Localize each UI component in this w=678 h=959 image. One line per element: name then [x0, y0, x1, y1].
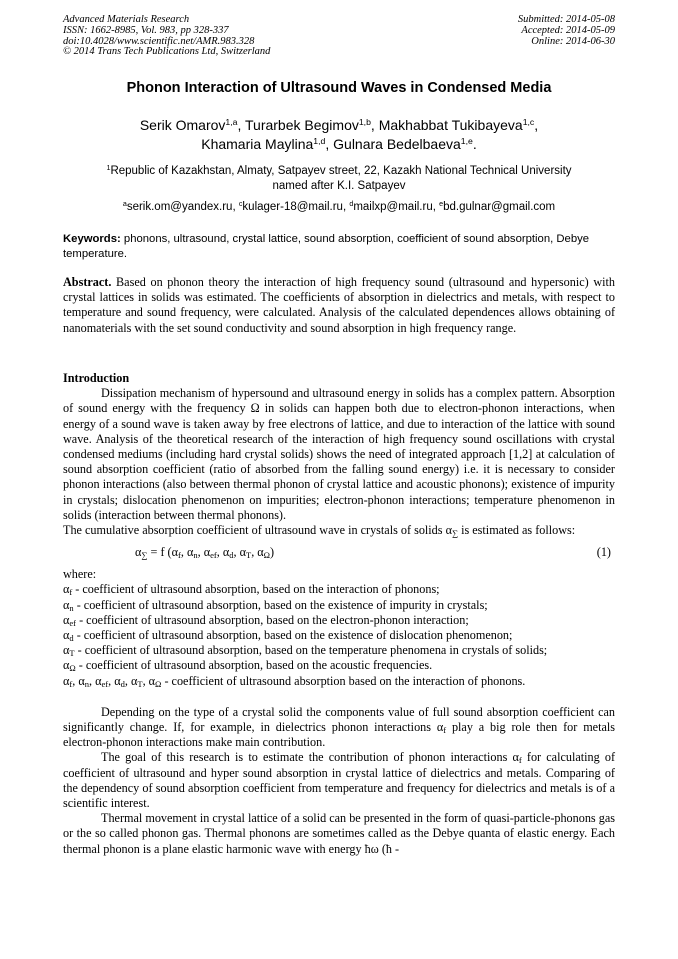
affiliation-line1: Republic of Kazakhstan, Almaty, Satpayev street, 22, Kazakh National Technical University — [110, 165, 572, 177]
definition-item: $\alpha_T$ - coefficient of ultrasound absorption, based on the temperature phenomena in crystals of solids; — [63, 643, 548, 659]
author-name: Khamaria Maylina — [201, 136, 314, 152]
author-sup: 1,a — [225, 117, 238, 128]
journal-name: Advanced Materials Research — [63, 14, 190, 25]
email-address[interactable]: bd.gulnar@gmail.com — [443, 201, 556, 213]
email-address[interactable]: serik.om@yandex.ru — [126, 201, 233, 213]
journal-copyright: © 2014 Trans Tech Publications Ltd, Switzerland — [63, 46, 271, 58]
email-sup: a — [122, 200, 127, 209]
email-sup: c — [238, 200, 243, 209]
email-address[interactable]: mailxp@mail.ru — [353, 201, 433, 213]
journal-header — [63, 15, 270, 58]
keywords-label: Keywords: — [63, 233, 121, 245]
definition-item: $\alpha_\Omega$ - coefficient of ultrasound absorption, based on the acoustic frequencies. — [63, 658, 433, 674]
abstract-label: Abstract. — [63, 275, 112, 289]
where-label: where: — [63, 567, 97, 582]
email-address[interactable]: kulager-18@mail.ru — [242, 201, 343, 213]
abstract-text: Based on phonon theory the interaction of high frequency sound (ultrasound and hypersonic) with crystal lattices in solids was estimated. The coefficients of absorption in dielectrics and metals, with respect to temperature and sound frequency, were calculated. Analysis of the calculated dependences allows obtaining of nanomaterials with the set sound conductivity and sound absorption in high frequency range. — [63, 275, 615, 335]
author-sup: 1,b — [358, 117, 371, 128]
intro-paragraph-1: Dissipation mechanism of hypersound and ultrasound energy in solids has a complex pattern. Absorption of sound energy with the frequency Ω in solids can happen both due to electron-phonon interactions, when energy of a sound wave is taken away by free electrons of lattice, and due to interaction of the lattice with sound wave. Analysis of the theoretical research of the interaction of high frequency sound oscillations with crystal condensed mediums (including hard crystal solids) shows the need of integrated approach [1,2] at calculation of sound absorption coefficient (ratio of absorbed from the falling sound energy) i.e. it is necessary to consider phonon interactions (also between thermal phonon of crystal lattice and acoustic phonons); existence of impurity in crystals; dislocation phenomenon on impurities; electron-phonon interactions; temperature phenomenon in solids (interaction between thermal phonons). — [63, 386, 615, 522]
intro-paragraph-5: Thermal movement in crystal lattice of a solid can be presented in the form of quasi-particle-phonons gas or the so called phonon gas. Thermal phonons are sometimes called as the Debye quanta of elastic energy. Each thermal phonon is a plane elastic harmonic wave with energy ħω (ħ - — [63, 811, 615, 856]
author-name: Makhabbat Tukibayeva — [378, 117, 523, 133]
paper-title: Phonon Interaction of Ultrasound Waves in Condensed Media — [126, 80, 552, 96]
definition-summary: $\alpha_f$, $\alpha_n$, $\alpha_{ef}$, $\alpha_d$, $\alpha_T$, $\alpha_\Omega$ - coefficient of ultrasound absorption based on the interaction of phonons. — [63, 673, 526, 689]
equation-1 — [63, 542, 615, 564]
email-sup: e — [439, 200, 444, 209]
author-name: Gulnara Bedelbaeva — [333, 136, 461, 152]
journal-doi: doi:10.4028/www.scientific.net/AMR.983.328 — [63, 35, 255, 47]
definition-item: $\alpha_{ef}$ - coefficient of ultrasound absorption, based on the electron-phonon interaction; — [63, 612, 469, 628]
equation-number: (1) — [596, 545, 611, 560]
submitted-date: Submitted: 2014-05-08 — [517, 14, 615, 25]
affiliation-line2: named after K.I. Satpayev — [272, 180, 406, 192]
accepted-date: Accepted: 2014-05-09 — [521, 24, 615, 36]
intro-paragraph-2: The cumulative absorption coefficient of ultrasound wave in crystals of solids $\alpha_\sum$ is estimated as follows: — [63, 523, 576, 539]
affiliation-sup: 1 — [106, 164, 111, 173]
author-list: Serik Omarov$^{1,a}$, Turarbek Begimov$^{1,b}$, Makhabbat Tukibayeva$^{1,c}$, Khamaria Maylina$^{1,d}$, Gulnara Bedelbaeva$^{1,e}$. — [139, 117, 539, 152]
definition-item: $\alpha_n$ - coefficient of ultrasound absorption, based on the existence of impurity in crystals; — [63, 597, 488, 613]
intro-paragraph-4: The goal of this research is to estimate the contribution of phonon interactions $\alpha_f$ for calculating of coefficient of ultrasound and hyper sound absorption in crystal lattice of dielectrics and metals. Comparing of the dependency of sound absorption coefficient from temperature and frequency for dielectrics and metals is of a scientific interest. — [63, 750, 616, 811]
definition-item: $\alpha_d$ - coefficient of ultrasound absorption, based on the existence of dislocation phenomenon; — [63, 628, 513, 644]
equation-body: $\alpha_\sum = f$ ($\alpha_f$, $\alpha_n$, $\alpha_{ef}$, $\alpha_d$, $\alpha_T$, $\alpha_\Omega$) — [135, 545, 275, 561]
introduction-section — [63, 371, 615, 857]
affiliation — [50, 164, 628, 194]
author-name: Serik Omarov — [139, 117, 226, 133]
email-list: $^a$serik.om@yandex.ru, $^c$kulager-18@mail.ru, $^d$mailxp@mail.ru, $^e$bd.gulnar@gmail.com — [122, 200, 556, 213]
intro-paragraph-3: Depending on the type of a crystal solid the components value of full sound absorption coefficient can significantly change. If, for example, in dielectrics phonon interactions $\alpha_f$ play a big role then for metals electron-phonon interactions make main contribution. — [63, 704, 616, 750]
definition-list — [63, 582, 615, 688]
author-name: Turarbek Begimov — [245, 117, 359, 133]
keywords — [63, 232, 615, 261]
definition-item: $\alpha_f$ - coefficient of ultrasound absorption, based on the interaction of phonons; — [63, 582, 440, 598]
online-date: Online: 2014-06-30 — [531, 35, 615, 47]
dates-header — [518, 15, 615, 47]
author-sup: 1,e — [460, 136, 473, 147]
author-sup: 1,d — [313, 136, 326, 147]
keywords-text: phonons, ultrasound, crystal lattice, sound absorption, coefficient of sound absorption, Debye temperature. — [63, 233, 590, 260]
abstract — [63, 275, 615, 336]
author-sup: 1,c — [522, 117, 535, 128]
journal-issn: ISSN: 1662-8985, Vol. 983, pp 328-337 — [63, 24, 229, 36]
introduction-heading: Introduction — [63, 371, 130, 385]
email-sup: d — [349, 200, 354, 209]
